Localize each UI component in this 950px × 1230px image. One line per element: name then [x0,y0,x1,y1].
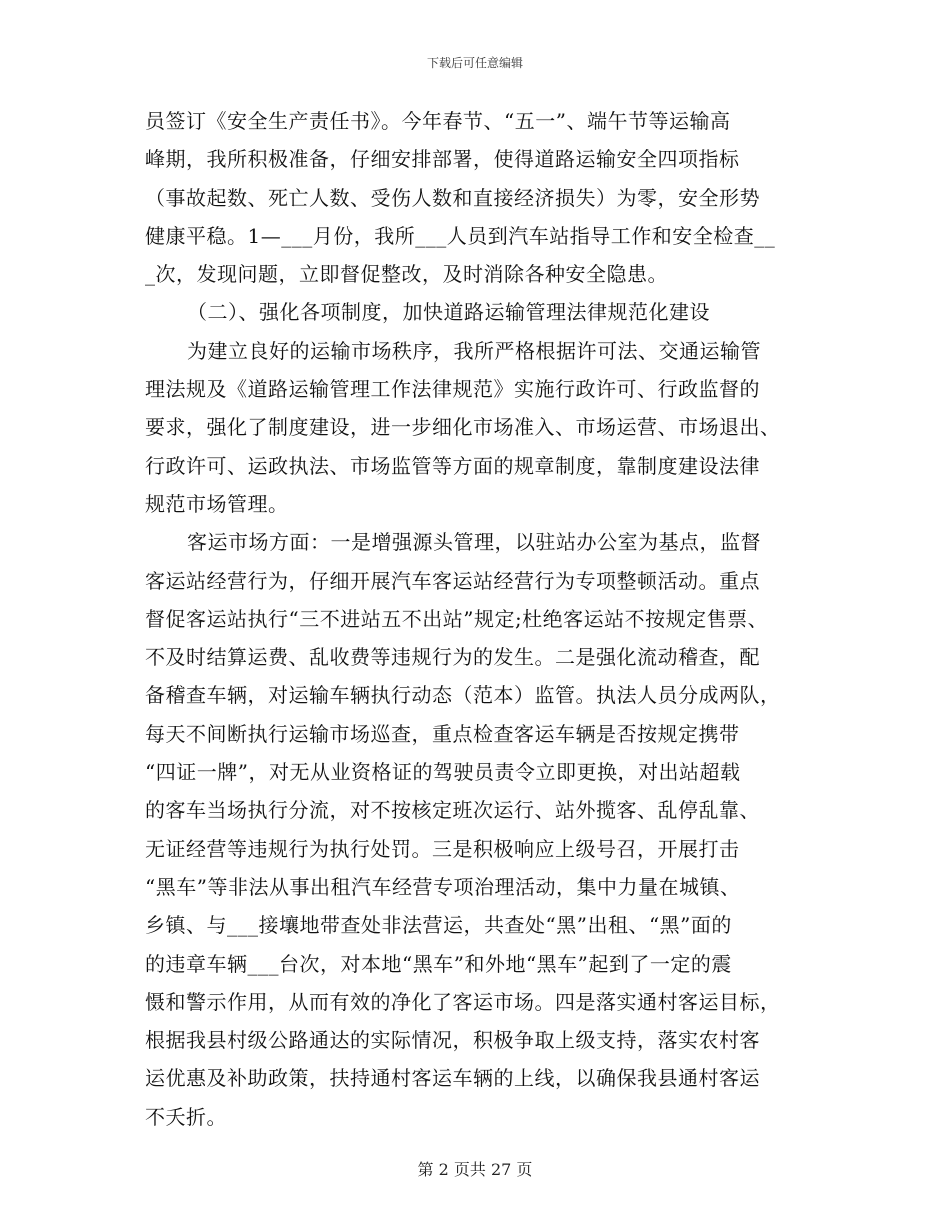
text-line: 不夭折。 [145,1104,227,1129]
text-line: 的违章车辆___台次，对本地“黑车”和外地“黑车”起到了一定的震 [145,951,732,976]
text-line: 理法规及《道路运输管理工作法律规范》实施行政许可、行政监督的 [145,377,760,402]
paragraph-start: 为建立良好的运输市场秩序，我所严格根据许可法、交通运输管 [187,338,761,363]
text-line: 行政许可、运政执法、市场监管等方面的规章制度，靠制度建设法律 [145,453,760,478]
text-line: 备稽查车辆，对运输车辆执行动态（范本）监管。执法人员分成两队， [145,683,781,708]
text-line: 慑和警示作用，从而有效的净化了客运市场。四是落实通村客运目标， [145,989,781,1014]
text-line: _次，发现问题，立即督促整改，及时消除各种安全隐患。 [145,262,668,287]
text-line: 要求，强化了制度建设，进一步细化市场准入、市场运营、市场退出、 [145,415,781,440]
text-line: 无证经营等违规行为执行处罚。三是积极响应上级号召，开展打击 [145,836,740,861]
text-line: 运优惠及补助政策，扶持通村客运车辆的上线，以确保我县通村客运 [145,1066,760,1091]
text-line: “四证一牌”，对无从业资格证的驾驶员责令立即更换，对出站超载 [145,760,741,785]
text-line: “黑车”等非法从事出租汽车经营专项治理活动，集中力量在城镇、 [145,874,741,899]
text-line: 的客车当场执行分流，对不按核定班次运行、站外揽客、乱停乱靠、 [145,798,760,823]
text-line: 督促客运站执行“三不进站五不出站”规定;杜绝客运站不按规定售票、 [145,606,769,631]
text-line: 不及时结算运费、乱收费等违规行为的发生。二是强化流动稽查，配 [145,645,760,670]
text-line: 员签订《安全生产责任书》。今年春节、“五一”、端午节等运输高 [145,109,731,133]
text-line: 乡镇、与___接壤地带查处非法营运，共查处“黑”出租、“黑”面的 [145,913,732,938]
text-line: 规范市场管理。 [145,491,289,516]
section-heading: （二）、强化各项制度，加快道路运输管理法律规范化建设 [187,300,710,325]
page-footer: 第 2 页共 27 页 [417,1160,533,1179]
paragraph-start: 客运市场方面：一是增强源头管理，以驻站办公室为基点，监督 [187,530,761,555]
text-line: 峰期，我所积极准备，仔细安排部署，使得道路运输安全四项指标 [145,147,740,172]
page-header: 下载后可任意编辑 [426,56,523,70]
text-line: 健康平稳。1—___月份，我所___人员到汽车站指导工作和安全检查__ [145,223,776,248]
text-line: 根据我县村级公路通达的实际情况，积极争取上级支持，落实农村客 [145,1028,760,1053]
text-line: 每天不间断执行运输市场巡查，重点检查客运车辆是否按规定携带 [145,721,740,746]
text-line: 客运站经营行为，仔细开展汽车客运站经营行为专项整顿活动。重点 [145,568,760,593]
text-line: （事故起数、死亡人数、受伤人数和直接经济损失）为零，安全形势 [145,185,760,210]
document-body [145,102,815,1136]
